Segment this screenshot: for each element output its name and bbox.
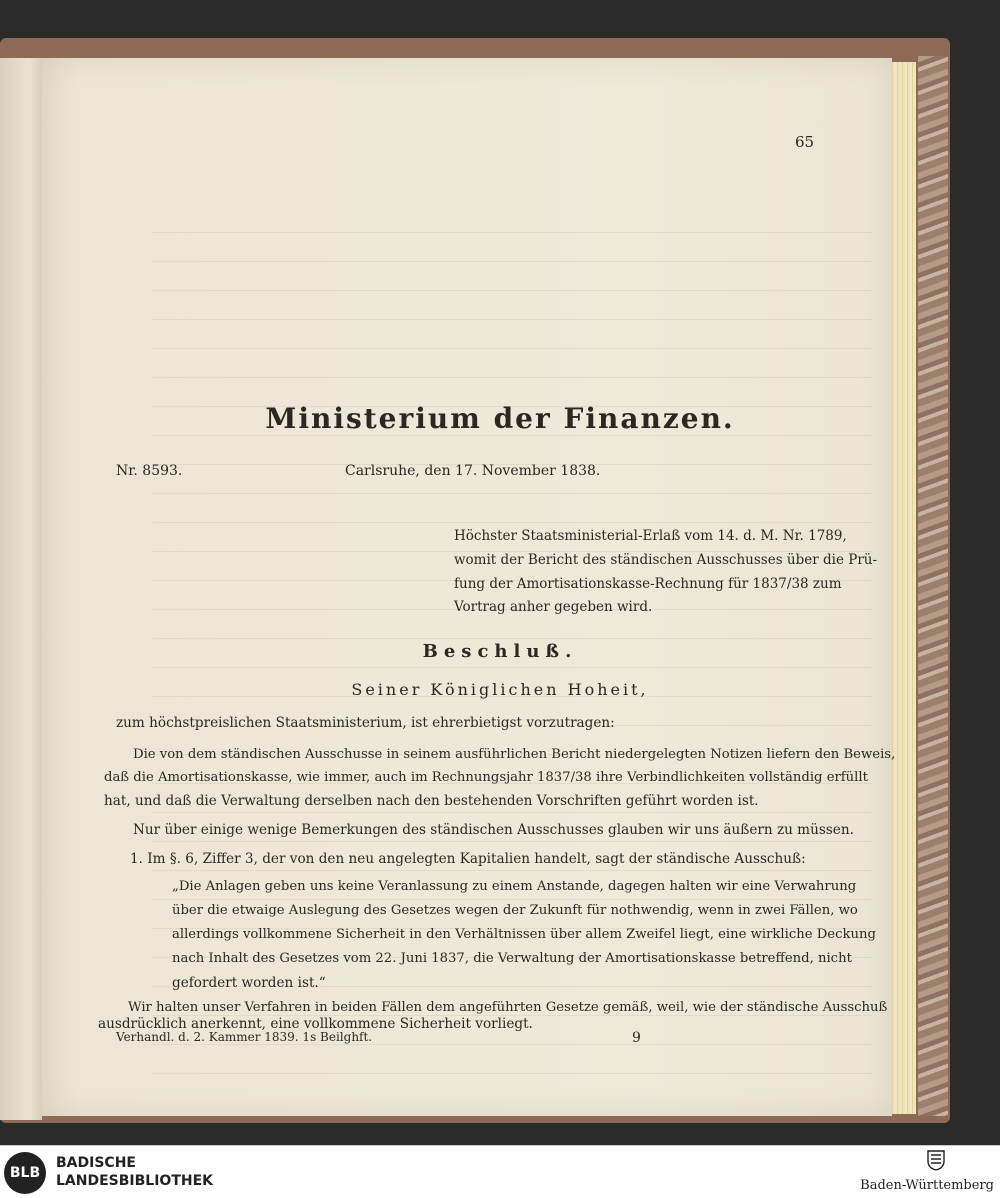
library-name-line1: BADISCHE — [56, 1155, 136, 1171]
body-line: 1. Im §. 6, Ziffer 3, der von den neu angelegten Kapitalien handelt, sagt der ständische Ausschuß: — [130, 851, 806, 867]
subject-line: Vortrag anher gegeben wird. — [454, 599, 653, 615]
body-line: Nur über einige wenige Bemerkungen des ständischen Ausschusses glauben wir uns äußern zu müssen. — [133, 822, 854, 838]
body-line: Die von dem ständischen Ausschusse in seinem ausführlichen Bericht niedergelegten Notizen liefern den Beweis, — [133, 747, 896, 762]
quote-line: nach Inhalt des Gesetzes vom 22. Juni 1837, die Verwaltung der Amortisationskasse betreffend, nicht — [172, 951, 852, 966]
resolution-heading: Beschluß. — [422, 641, 578, 662]
state-crest-icon — [925, 1149, 947, 1171]
subject-line: fung der Amortisationskasse-Rechnung für 1837/38 zum — [454, 576, 842, 592]
page-stack-edge — [890, 62, 916, 1114]
subject-line: womit der Bericht des ständischen Ausschusses über die Prü- — [454, 552, 878, 568]
left-page-edge — [0, 58, 42, 1120]
subject-line: Höchster Staatsministerial-Erlaß vom 14. d. M. Nr. 1789, — [454, 528, 847, 544]
blb-logo: BLB — [4, 1152, 46, 1194]
body-line: daß die Amortisationskasse, wie immer, auch im Rechnungsjahr 1837/38 ihre Verbindlichkeiten vollständig erfüllt — [104, 770, 868, 785]
viewer-banner — [0, 1145, 1000, 1198]
library-name-line2: LANDESBIBLIOTHEK — [56, 1173, 214, 1189]
state-name: Baden-Württemberg — [860, 1178, 994, 1193]
signature-mark: 9 — [632, 1030, 641, 1046]
quote-line: „Die Anlagen geben uns keine Veranlassung zu einem Anstande, dagegen halten wir eine Verwahrung — [172, 879, 857, 894]
quote-line: allerdings vollkommene Sicherheit in den Verhältnissen über allem Zweifel liegt, eine wirkliche Deckung — [172, 927, 876, 942]
quote-line: gefordert worden ist.“ — [172, 975, 326, 991]
body-line: ausdrücklich anerkennt, eine vollkommene Sicherheit vorliegt. — [98, 1016, 533, 1032]
quote-line: über die etwaige Auslegung des Gesetzes wegen der Zukunft für nothwendig, wenn in zwei Fällen, wo — [172, 903, 858, 918]
body-line: Wir halten unser Verfahren in beiden Fällen dem angeführten Gesetze gemäß, weil, wie der ständische Ausschuß — [128, 1000, 888, 1015]
footer-reference: Verhandl. d. 2. Kammer 1839. 1s Beilghft. — [116, 1030, 373, 1044]
place-date: Carlsruhe, den 17. November 1838. — [345, 463, 601, 479]
page-title: Ministerium der Finanzen. — [265, 402, 735, 435]
body-line: hat, und daß die Verwaltung derselben nach den bestehenden Vorschriften geführt worden ist. — [104, 793, 759, 809]
page-number: 65 — [795, 133, 815, 151]
marbled-edge — [918, 56, 948, 1116]
document-number: Nr. 8593. — [116, 463, 183, 479]
address-heading: Seiner Königlichen Hoheit, — [351, 680, 649, 699]
body-line: zum höchstpreislichen Staatsministerium, ist ehrerbietigst vorzutragen: — [116, 715, 615, 731]
